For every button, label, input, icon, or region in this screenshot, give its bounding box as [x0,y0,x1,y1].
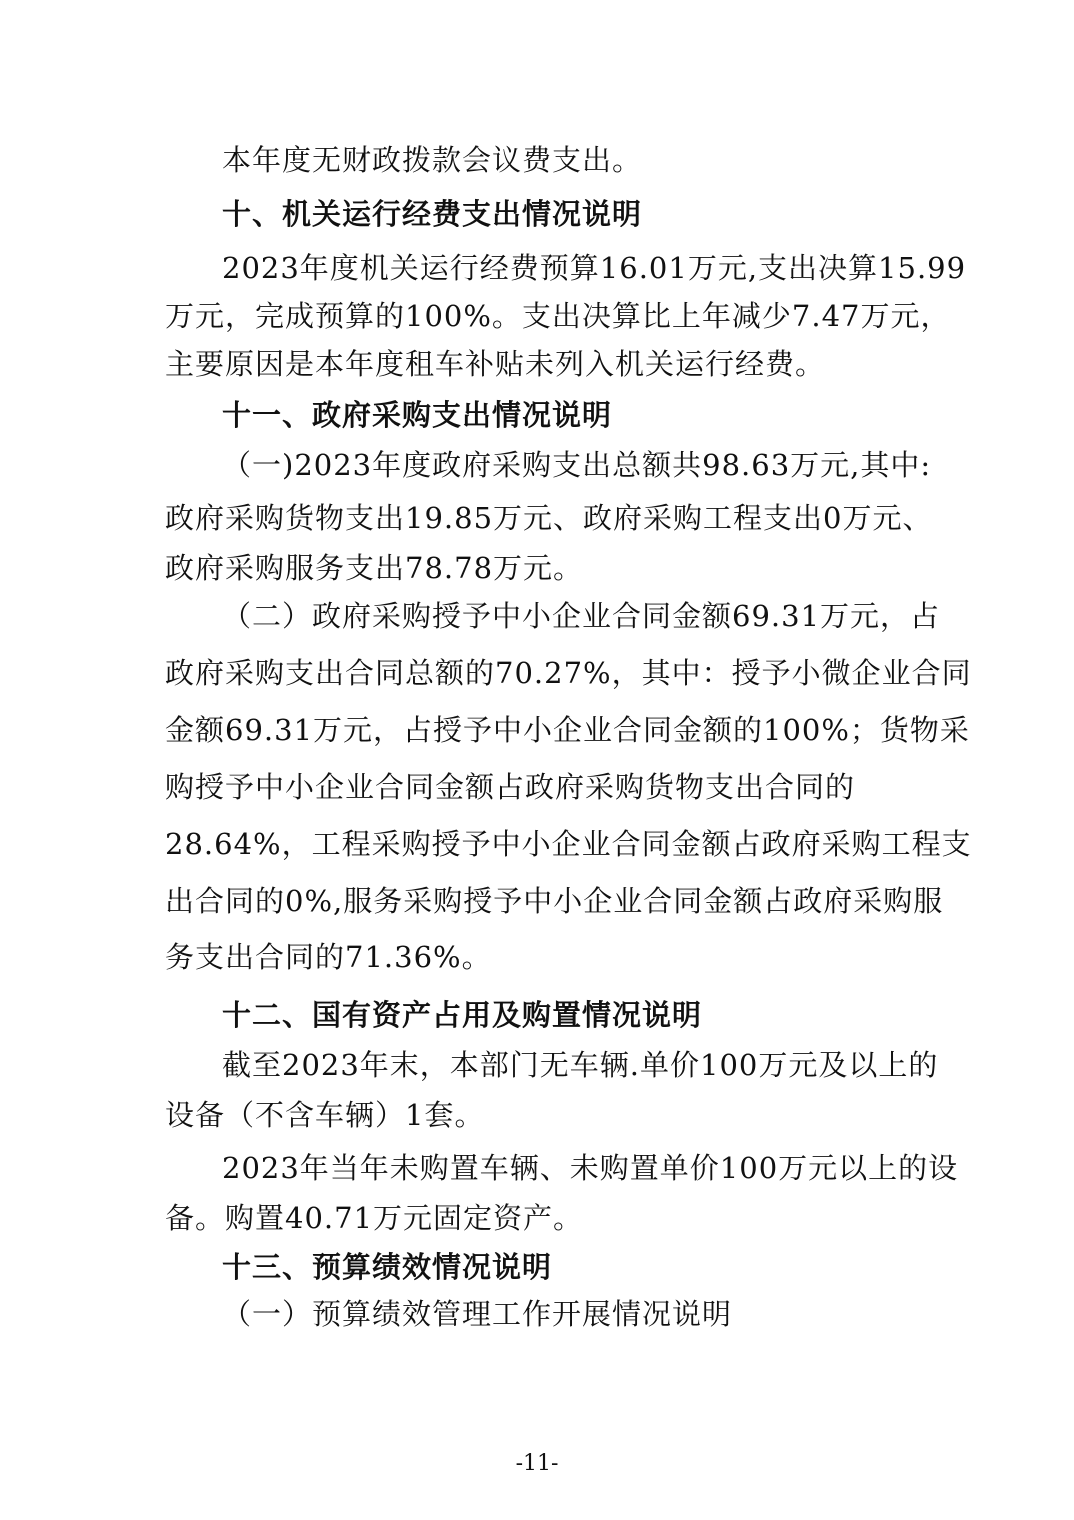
paragraph-line: 备。购置40.71万元固定资产。 [165,1201,584,1235]
paragraph-line: 万元，完成预算的100%。支出决算比上年减少7.47万元， [165,299,951,333]
page-number: -11- [515,1451,559,1476]
paragraph-line: 务支出合同的71.36%。 [165,940,492,974]
section-heading: 十三、预算绩效情况说明 [222,1250,553,1284]
paragraph-line: （一）预算绩效管理工作开展情况说明 [222,1297,733,1331]
paragraph-line: 金额69.31万元，占授予中小企业合同金额的100%；货物采 [165,713,970,747]
paragraph-line: 本年度无财政拨款会议费支出。 [222,143,643,177]
paragraph-line: 政府采购服务支出78.78万元。 [165,551,584,585]
paragraph-line: 2023年度机关运行经费预算16.01万元,支出决算15.99 [222,251,967,285]
paragraph-line: 28.64%，工程采购授予中小企业合同金额占政府采购工程支 [165,827,972,861]
section-heading: 十一、政府采购支出情况说明 [222,398,613,432]
paragraph-line: 出合同的0%,服务采购授予中小企业合同金额占政府采购服 [165,884,944,918]
paragraph-line: 截至2023年末，本部门无车辆.单价100万元及以上的 [222,1048,939,1082]
paragraph-line: 设备（不含车辆）1套。 [165,1098,485,1132]
paragraph-line: （一)2023年度政府采购支出总额共98.63万元,其中: [222,448,932,482]
section-heading: 十二、国有资产占用及购置情况说明 [222,998,703,1032]
paragraph-line: 购授予中小企业合同金额占政府采购货物支出合同的 [165,770,856,804]
paragraph-line: 主要原因是本年度租车补贴未列入机关运行经费。 [165,347,826,381]
paragraph-line: 2023年当年未购置车辆、未购置单价100万元以上的设 [222,1151,959,1185]
section-heading: 十、机关运行经费支出情况说明 [222,197,643,231]
paragraph-line: （二）政府采购授予中小企业合同金额69.31万元，占 [222,599,941,633]
paragraph-line: 政府采购货物支出19.85万元、政府采购工程支出0万元、 [165,501,933,535]
paragraph-line: 政府采购支出合同总额的70.27%，其中：授予小微企业合同 [165,656,972,690]
